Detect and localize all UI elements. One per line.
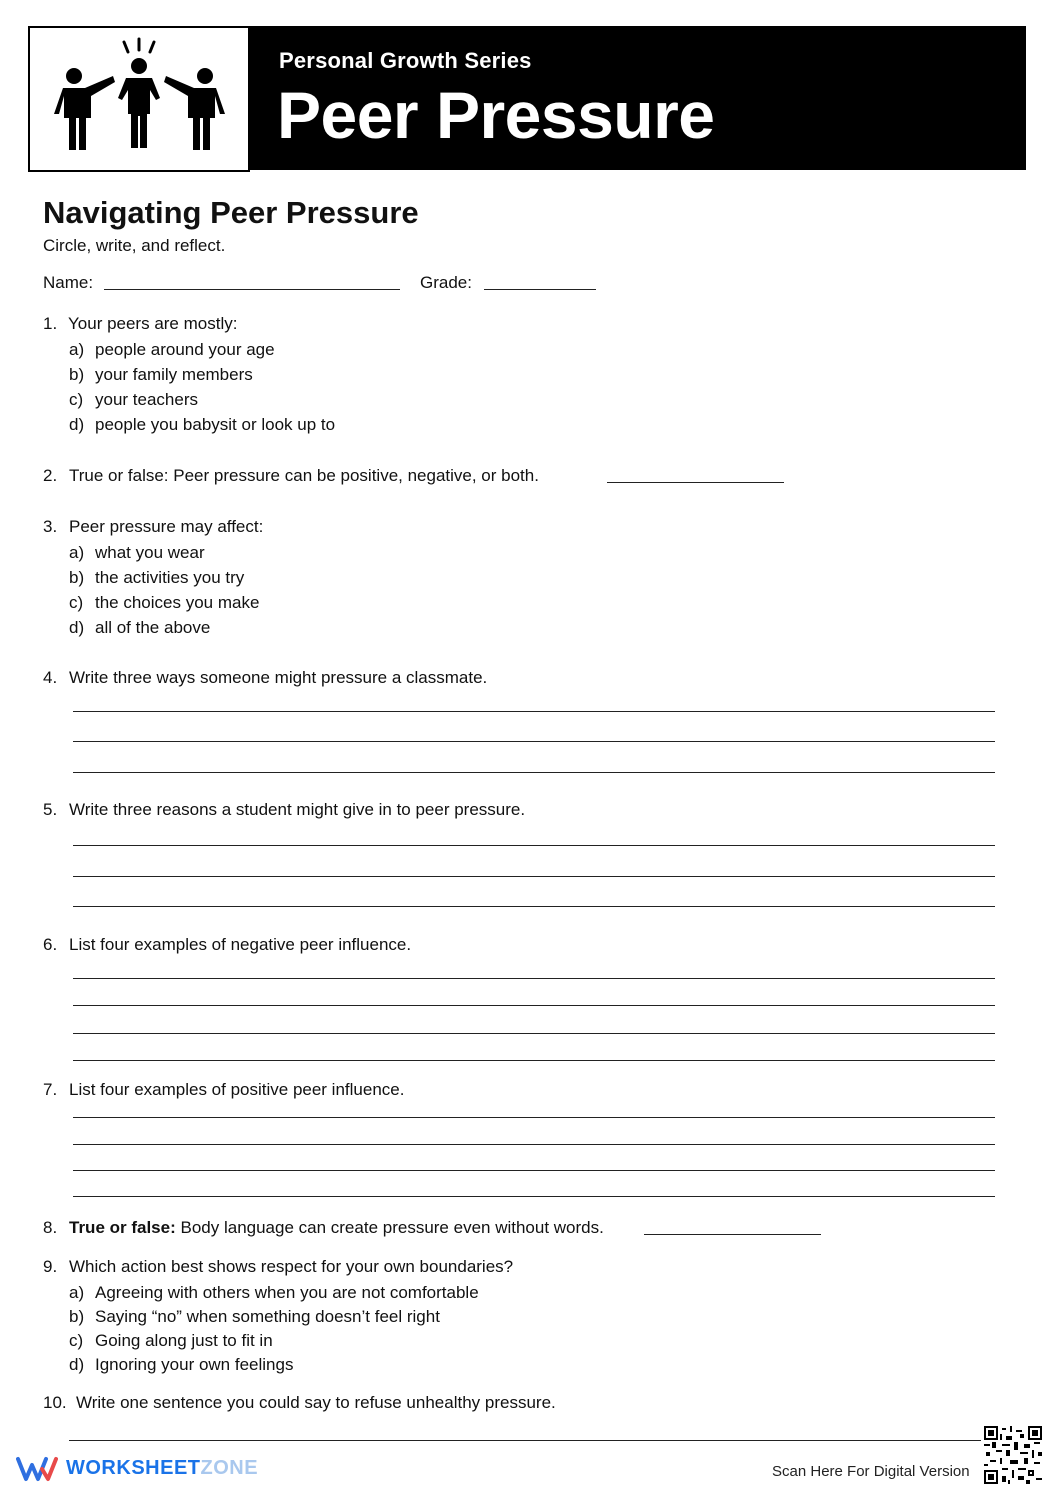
question-5	[43, 800, 525, 820]
question-4	[43, 668, 487, 688]
question-8	[43, 1218, 604, 1238]
answer-line[interactable]	[69, 1440, 981, 1441]
question-number: 9.	[43, 1257, 58, 1276]
name-field[interactable]	[104, 289, 400, 290]
answer-line[interactable]	[73, 741, 995, 742]
option[interactable]: d) people you babysit or look up to	[69, 415, 336, 434]
worksheet-title: Navigating Peer Pressure	[43, 195, 419, 230]
question-text: Body language can create pressure even without words.	[175, 1218, 604, 1237]
answer-line[interactable]	[73, 1144, 995, 1145]
question-number: 7.	[43, 1080, 58, 1099]
option[interactable]: d) all of the above	[69, 618, 211, 637]
question-text: True or false: Peer pressure can be positive, negative, or both.	[69, 466, 539, 485]
header-icon-box	[28, 26, 250, 172]
answer-line[interactable]	[73, 711, 995, 712]
question-lead: True or false:	[69, 1218, 176, 1237]
page-title: Peer Pressure	[277, 78, 715, 152]
option[interactable]: a) Agreeing with others when you are not comfortable	[69, 1283, 479, 1302]
option[interactable]: c) Going along just to fit in	[69, 1331, 273, 1350]
answer-line[interactable]	[73, 1033, 995, 1034]
question-10	[43, 1393, 556, 1413]
option[interactable]: b) Saying “no” when something doesn’t feel right	[69, 1307, 440, 1326]
answer-line[interactable]	[73, 906, 995, 907]
question-number: 2.	[43, 466, 58, 485]
question-text: Write three ways someone might pressure a classmate.	[69, 668, 488, 687]
scan-label: Scan Here For Digital Version	[772, 1463, 970, 1480]
question-text: Write one sentence you could say to refuse unhealthy pressure.	[76, 1393, 556, 1412]
question-text: Which action best shows respect for your own boundaries?	[69, 1257, 514, 1276]
question-text: Write three reasons a student might give in to peer pressure.	[69, 800, 526, 819]
question-number: 6.	[43, 935, 58, 954]
question-6	[43, 935, 411, 955]
option[interactable]: a) people around your age	[69, 340, 275, 359]
answer-line[interactable]	[73, 1196, 995, 1197]
option[interactable]: b) your family members	[69, 365, 253, 384]
header-banner	[28, 26, 1026, 170]
answer-line[interactable]	[73, 1005, 995, 1006]
option[interactable]: c) the choices you make	[69, 593, 260, 612]
answer-line[interactable]	[73, 772, 995, 773]
name-label: Name:	[43, 273, 94, 292]
answer-line[interactable]	[73, 978, 995, 979]
qr-code-icon[interactable]	[984, 1426, 1042, 1484]
question-number: 4.	[43, 668, 58, 687]
question-3	[43, 517, 263, 537]
worksheetzone-logo-text: WORKSHEETZONE	[66, 1457, 259, 1479]
grade-label: Grade:	[420, 273, 472, 292]
question-text: Peer pressure may affect:	[69, 517, 264, 536]
answer-line[interactable]	[607, 482, 784, 483]
answer-line[interactable]	[73, 876, 995, 877]
question-7	[43, 1080, 404, 1100]
header-title-bar	[248, 26, 1026, 170]
answer-line[interactable]	[73, 1117, 995, 1118]
question-number: 5.	[43, 800, 58, 819]
question-text: List four examples of negative peer influence.	[69, 935, 412, 954]
worksheetzone-logo-icon	[16, 1455, 58, 1483]
option[interactable]: d) Ignoring your own feelings	[69, 1355, 294, 1374]
question-1	[43, 314, 237, 334]
option[interactable]: a) what you wear	[69, 543, 205, 562]
answer-line[interactable]	[73, 845, 995, 846]
question-number: 8.	[43, 1218, 58, 1237]
option[interactable]: b) the activities you try	[69, 568, 245, 587]
answer-line[interactable]	[73, 1170, 995, 1171]
question-2	[43, 466, 539, 486]
question-number: 1.	[43, 314, 58, 333]
option[interactable]: c) your teachers	[69, 390, 198, 409]
question-text: List four examples of positive peer influence.	[69, 1080, 405, 1099]
question-number: 10.	[43, 1393, 67, 1412]
people-pointing-icon	[30, 28, 248, 170]
series-label: Personal Growth Series	[279, 48, 532, 73]
question-number: 3.	[43, 517, 58, 536]
grade-field[interactable]	[484, 289, 596, 290]
answer-line[interactable]	[73, 1060, 995, 1061]
question-9	[43, 1257, 513, 1277]
worksheet-subtitle: Circle, write, and reflect.	[43, 236, 226, 255]
question-text: Your peers are mostly:	[68, 314, 238, 333]
answer-line[interactable]	[644, 1234, 821, 1235]
